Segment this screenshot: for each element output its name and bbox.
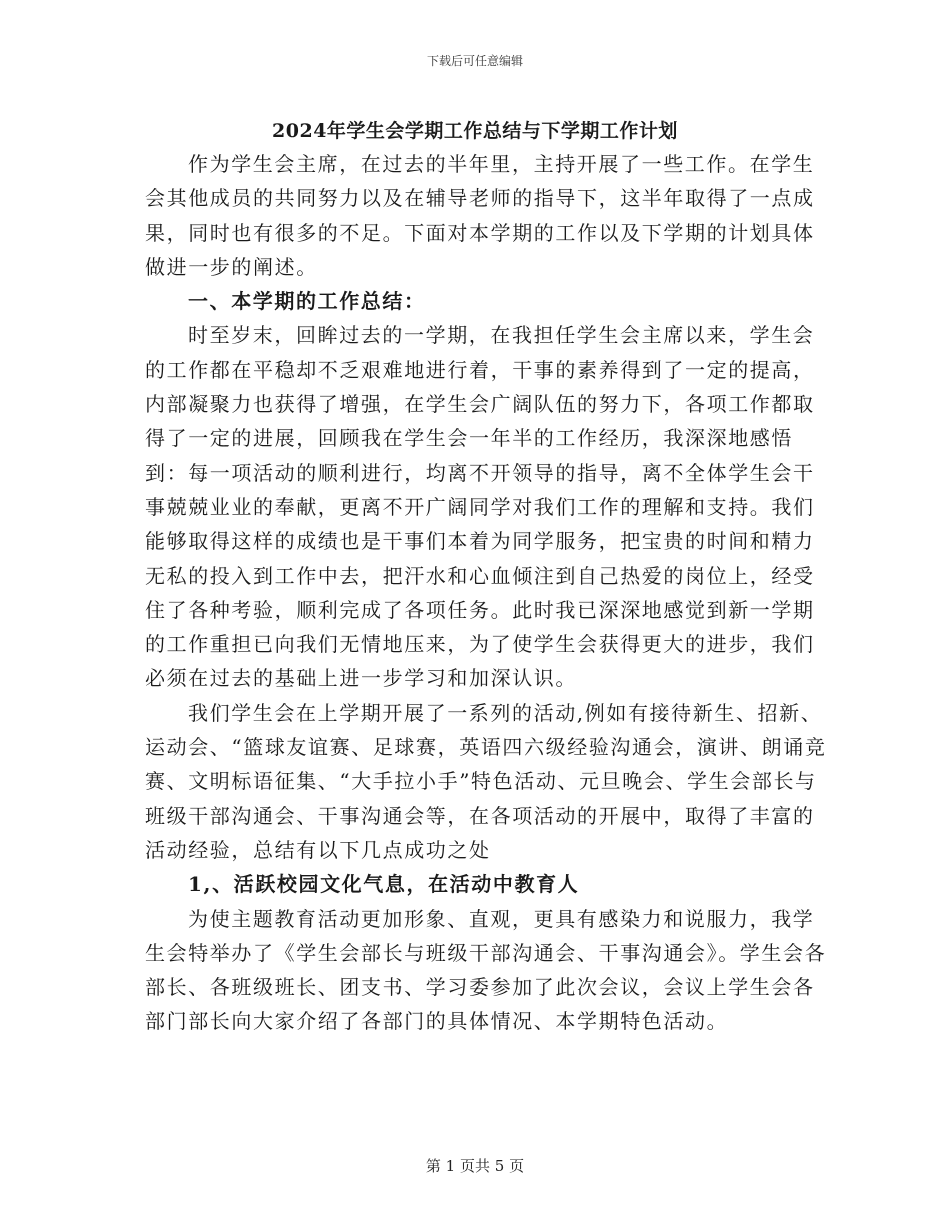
section-heading: 一、本学期的工作总结：: [188, 289, 426, 314]
subsection-heading: 1,、活跃校园文化气息，在活动中教育人: [188, 872, 580, 897]
page-header: 下载后可任意编辑: [426, 54, 523, 68]
summary-paragraph: 时至岁末，回眸过去的一学期，在我担任学生会主席以来，学生会的工作都在平稳却不乏艰难地进行着，干事的素养得到了一定的提高，内部凝聚力也获得了增强，在学生会广阔队伍的努力下，各项工作都取得了一定的进展，回顾我在学生会一年半的工作经历，我深深地感悟到：每一项活动的顺利进行，均离不开领导的指导，离不全体学生会干事兢兢业业的奉献，更离不开广阔同学对我们工作的理解和支持。我们能够取得这样的成绩也是干事们本着为同学服务，把宝贵的时间和精力无私的投入到工作中去，把汗水和心血倾注到自己热爱的岗位上，经受住了各种考验，顺利完成了各项任务。此时我已深深地感觉到新一学期的工作重担已向我们无情地压来，为了使学生会获得更大的进步，我们必须在过去的基础上进一步学习和加深认识。: [145, 323, 815, 691]
intro-paragraph: 作为学生会主席，在过去的半年里，主持开展了一些工作。在学生会其他成员的共同努力以及在辅导老师的指导下，这半年取得了一点成果，同时也有很多的不足。下面对本学期的工作以及下学期的计划具体做进一步的阐述。: [145, 152, 815, 279]
document-title: 2024年学生会学期工作总结与下学期工作计划: [272, 120, 678, 142]
page-footer: 第 1 页共 5 页: [425, 1157, 525, 1175]
activities-paragraph: 我们学生会在上学期开展了一系列的活动,例如有接待新生、招新、运动会、“篮球友谊赛、足球赛，英语四六级经验沟通会，演讲、朗诵竞赛、文明标语征集、“大手拉小手”特色活动、元旦晚会、学生会部长与班级干部沟通会、干事沟通会等，在各项活动的开展中，取得了丰富的活动经验，总结有以下几点成功之处: [145, 700, 827, 862]
detail-paragraph: 为使主题教育活动更加形象、直观，更具有感染力和说服力，我学生会特举办了《学生会部长与班级干部沟通会、干事沟通会》。学生会各部长、各班级班长、团支书、学习委参加了此次会议，会议上学生会各部门部长向大家介绍了各部门的具体情况、本学期特色活动。: [145, 906, 827, 1034]
document-body: [145, 147, 835, 1039]
